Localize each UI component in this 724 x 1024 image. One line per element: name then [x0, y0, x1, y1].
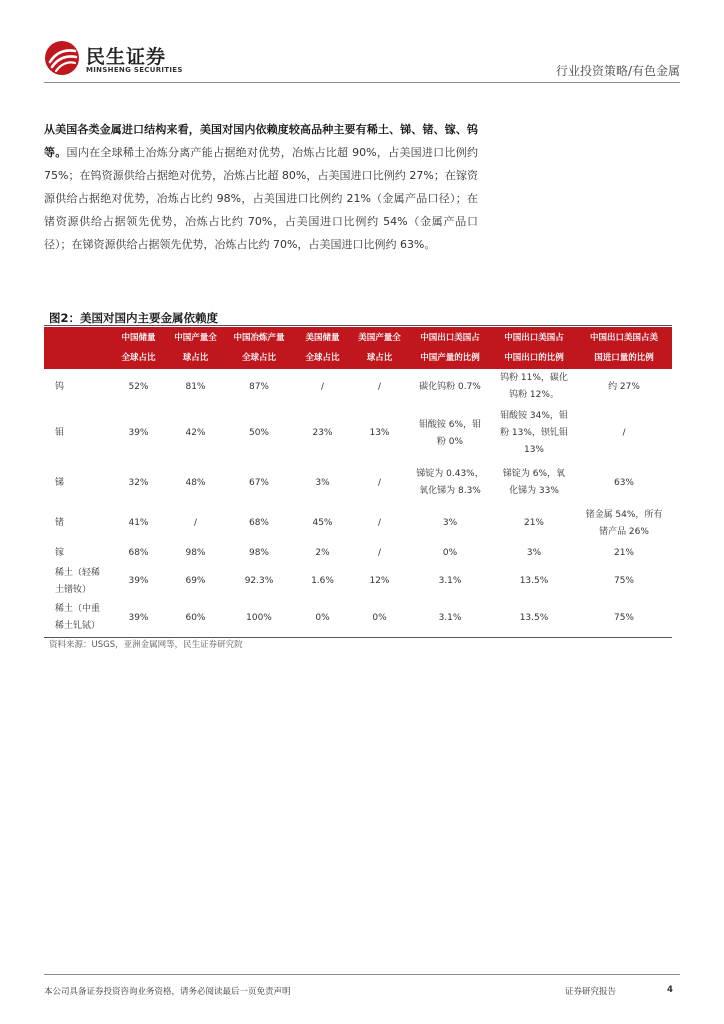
metal-name-cell: 镓	[55, 547, 65, 558]
table-cell: 0%	[294, 600, 351, 637]
table-cell: 100%	[224, 600, 294, 637]
paragraph-lead: 从美国各类金属进口结构来看，美国对国内依赖度较高品种主要有稀土、锑、锗、镓、钨等。	[44, 123, 478, 159]
table-cell: 锑锭为 6%，氧 化锑为 33%	[502, 469, 566, 496]
table-cell: 98%	[185, 547, 206, 558]
table-cell: 39%	[128, 576, 149, 586]
table-cell: 81%	[185, 381, 206, 392]
table-header-cell: 中国出口美国占 中国出口的比例	[492, 327, 576, 369]
table-cell: 3%	[315, 477, 330, 488]
table-cell: 1.6%	[311, 576, 334, 586]
table-header-cell: 中国出口美国占 中国产量的比例	[408, 327, 492, 369]
footer-divider	[44, 974, 680, 975]
dependency-table	[44, 327, 672, 638]
table-row	[44, 405, 672, 462]
table-header-cell: 中国出口美国占美 国进口量的比例	[576, 327, 672, 369]
metal-name-cell: 稀土（轻稀 土镨钕）	[55, 567, 101, 595]
table-cell: 42%	[185, 428, 206, 438]
header-divider	[44, 82, 680, 83]
table-cell: 锗金属 54%，所有 锗产品 26%	[585, 509, 663, 537]
table-cell: 0%	[442, 547, 458, 558]
table-row	[44, 369, 672, 405]
table-cell: 锑锭为 0.43%， 氧化锑为 8.3%	[416, 469, 484, 496]
table-cell: /	[377, 518, 382, 528]
table-header-cell: 中国冶炼产量 全球占比	[224, 327, 294, 369]
table-row	[44, 600, 672, 637]
table-cell: 3.1%	[408, 600, 492, 637]
table-cell: 钼酸铵 34%，钼 粉 13%，钡钆钼 13%	[500, 411, 568, 455]
table-cell: 13.5%	[519, 576, 549, 586]
table-cell: 12%	[369, 576, 390, 586]
table-cell: 0%	[351, 600, 408, 637]
table-cell: 13%	[369, 428, 390, 438]
table-cell: 75%	[613, 576, 634, 586]
table-cell: 21%	[523, 518, 544, 528]
table-body	[44, 369, 672, 637]
metal-name-cell: 锑	[55, 477, 65, 488]
table-cell: 69%	[185, 576, 206, 586]
metal-name-cell: 钨	[55, 381, 65, 392]
table-cell: 32%	[128, 477, 149, 488]
table-cell: 2%	[315, 547, 330, 558]
page-number: 4	[667, 985, 673, 995]
table-cell: 63%	[613, 477, 634, 488]
table-cell: 21%	[613, 547, 634, 558]
metal-name-cell: 钼	[55, 428, 65, 438]
table-cell: /	[622, 428, 626, 438]
table-row	[44, 563, 672, 600]
table-cell: 23%	[312, 428, 333, 438]
brand-name-cn: 民生证券	[86, 46, 167, 68]
table-cell: 钼酸铵 6%，钼 粉 0%	[418, 419, 482, 447]
company-logo	[44, 40, 184, 80]
paragraph-text: 国内在全球稀土冶炼分离产能占据绝对优势，冶炼占比超 90%，占美国进口比例约 75%；在钨资源供给占据绝对优势，冶炼占比超 80%，占美国进口比例约 27%；在镓资源供给占据绝对优势，冶炼占比约 98%，占美国进口比例约 21%（金属产品口径）；在锗资源供给占据领先优势，冶炼占比约 70%，占美国进口比例约 54%（金属产品口径）；在锑资源供给占据领先优势，冶炼占比约 70%，占美国进口比例约 63%。	[44, 146, 478, 251]
metal-name-cell: 锗	[55, 518, 65, 528]
table-cell: 67%	[248, 477, 269, 488]
table-cell: 约 27%	[608, 381, 640, 392]
table-cell: 68%	[248, 518, 269, 528]
table-header-cell: 美国储量 全球占比	[294, 327, 351, 369]
table-cell: /	[193, 518, 198, 528]
table-cell: 98%	[248, 547, 269, 558]
table-cell: 60%	[167, 600, 224, 637]
table-header-cell: 中国储量 全球占比	[110, 327, 167, 369]
table-cell: 3%	[442, 518, 458, 528]
table-cell: 39%	[110, 600, 167, 637]
table-cell: 52%	[128, 381, 149, 392]
brand-name-en: MINSHENG SECURITIES	[86, 66, 183, 74]
table-cell: 碳化钨粉 0.7%	[419, 381, 481, 392]
table-cell: 87%	[248, 381, 269, 392]
figure-title-divider	[44, 325, 672, 326]
report-category: 行业投资策略/有色金属	[555, 64, 680, 78]
table-cell: 39%	[128, 428, 149, 438]
table-cell: 50%	[248, 428, 269, 438]
metal-name-cell: 稀土（中重 稀土钆铽）	[44, 600, 110, 637]
table-cell: /	[320, 381, 325, 392]
table-cell: 45%	[312, 518, 333, 528]
footer-doc-type: 证券研究报告	[565, 987, 617, 997]
table-cell: 92.3%	[244, 576, 274, 586]
table-cell: 41%	[128, 518, 149, 528]
table-header-corner	[44, 327, 110, 369]
table-row	[44, 504, 672, 543]
table-cell: /	[377, 547, 382, 558]
footer-disclaimer: 本公司具备证券投资咨询业务资格，请务必阅读最后一页免责声明	[44, 987, 291, 997]
table-row	[44, 543, 672, 563]
figure-source: 资料来源：USGS，亚洲金属网等，民生证券研究院	[49, 640, 243, 650]
table-header-row	[44, 327, 672, 369]
table-row	[44, 462, 672, 504]
table-cell: 3%	[526, 547, 542, 558]
table-cell: /	[377, 477, 382, 488]
body-paragraph	[44, 118, 478, 256]
table-cell: 钨粉 11%，碳化 钨粉 12%。	[500, 373, 568, 400]
table-cell: 3.1%	[438, 576, 462, 586]
table-cell: 68%	[128, 547, 149, 558]
table-header-cell: 中国产量全 球占比	[167, 327, 224, 369]
table-cell: 48%	[185, 477, 206, 488]
figure-title: 图2：美国对国内主要金属依赖度	[49, 311, 218, 325]
minsheng-logo-icon	[44, 40, 80, 76]
table-cell: 75%	[576, 600, 672, 637]
table-header-cell: 美国产量全 球占比	[351, 327, 408, 369]
table-cell: 13.5%	[492, 600, 576, 637]
table-cell: /	[377, 381, 382, 392]
